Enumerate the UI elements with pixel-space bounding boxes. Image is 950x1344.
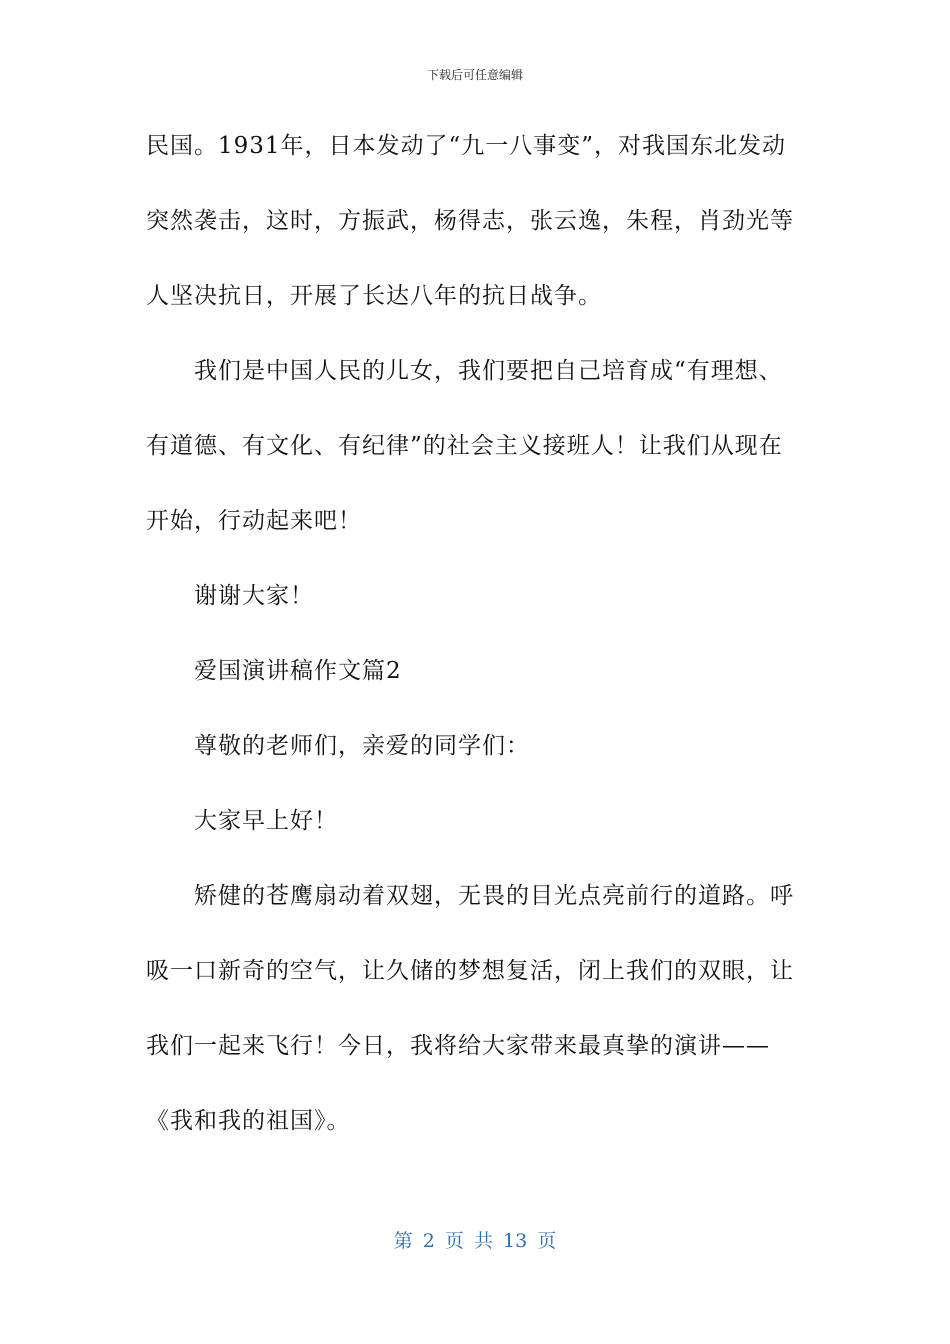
body-line: 吸一口新奇的空气，让久储的梦想复活，闭上我们的双眼，让 [146,958,794,984]
salutation-line: 尊敬的老师们，亲爱的同学们： [194,733,530,759]
body-line: 我们一起来飞行！今日，我将给大家带来最真挚的演讲—— [146,1033,770,1059]
body-line: 开始，行动起来吧！ [146,508,362,534]
body-line: 民国。1931年，日本发动了“九一八事变”，对我国东北发动 [146,133,787,159]
body-line: 矫健的苍鹰扇动着双翅，无畏的目光点亮前行的道路。呼 [194,883,794,909]
page-header: 下载后可任意编辑 [426,68,523,82]
document-body [146,123,806,1173]
body-line: 《我和我的祖国》。 [146,1108,351,1134]
section-heading: 爱国演讲稿作文篇2 [194,658,402,684]
body-line: 突然袭击，这时，方振武，杨得志，张云逸，朱程，肖劲光等 [146,208,794,234]
greeting-line: 大家早上好！ [194,808,338,834]
body-line: 我们是中国人民的儿女，我们要把自己培育成“有理想、 [194,358,783,384]
page-number: 第 2 页 共 13 页 [393,1230,557,1252]
closing-line: 谢谢大家！ [194,583,314,609]
body-line: 有道德、有文化、有纪律”的社会主义接班人！让我们从现在 [146,433,783,459]
body-line: 人坚决抗日，开展了长达八年的抗日战争。 [146,283,602,309]
